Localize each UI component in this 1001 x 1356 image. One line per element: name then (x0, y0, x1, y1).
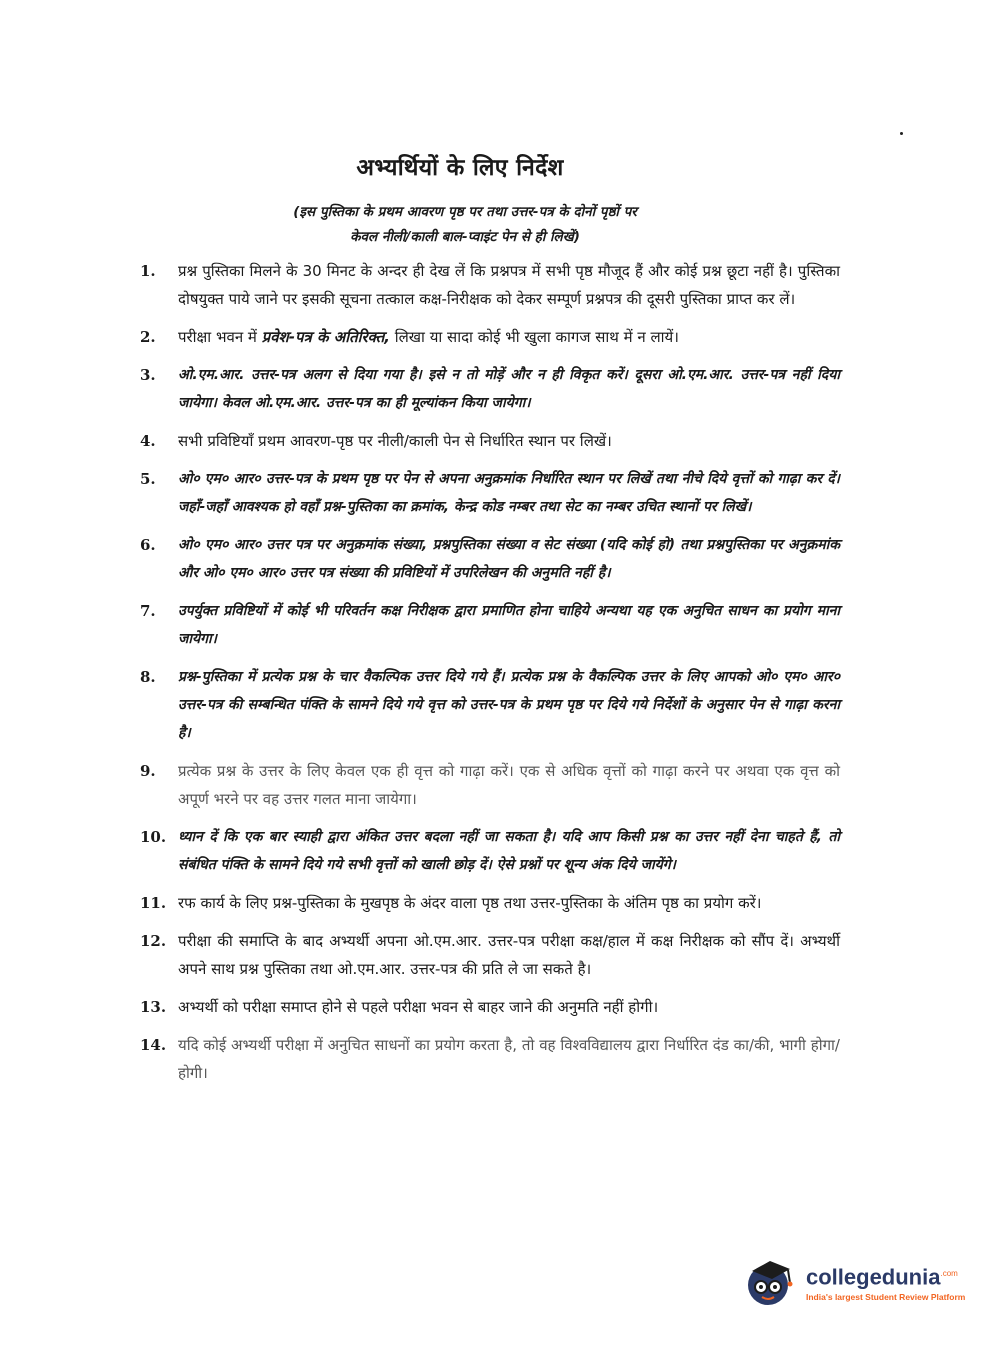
instruction-text: ओ.एम.आर. उत्तर-पत्र अलग से दिया गया है। इसे न तो मोड़ें और न ही विकृत करें। दूसरा ओ.एम.आर. उत्तर-पत्र नहीं दिया जायेगा। केवल ओ.एम.आर. उत्तर-पत्र का ही मूल्यांकन किया जायेगा। (178, 367, 840, 411)
instruction-text: ओ० एम० आर० उत्तर पत्र पर अनुक्रमांक संख्या, प्रश्नपुस्तिका संख्या व सेट संख्या (यदि कोई हो) तथा प्रश्नपुस्तिका पर अनुक्रमांक और ओ० एम० आर० उत्तर पत्र संख्या की प्रविष्टियों में उपरिलेखन की अनुमति नहीं है। (178, 537, 840, 581)
logo-name (806, 1262, 965, 1289)
instruction-number: 8. (140, 668, 156, 686)
instruction-number: 13. (140, 998, 167, 1016)
instruction-item-14 (140, 1031, 840, 1087)
instruction-number: 7. (140, 602, 156, 620)
instruction-text-emphasis: प्रवेश-पत्र के अतिरिक्त, (261, 328, 390, 346)
instruction-number: 14. (140, 1036, 167, 1054)
instruction-number: 1. (140, 262, 156, 280)
instruction-number: 10. (140, 828, 167, 846)
instruction-number: 12. (140, 932, 167, 950)
instruction-text: प्रश्न-पुस्तिका में प्रत्येक प्रश्न के चार वैकल्पिक उत्तर दिये गये हैं। प्रत्येक प्रश्न के वैकल्पिक उत्तर के लिए आपको ओ० एम० आर० उत्तर-पत्र की सम्बन्धित पंक्ति के सामने दिये गये वृत्त को उत्तर-पत्र के प्रथम पृष्ठ पर दिये गये निर्देशों के अनुसार पेन से गाढ़ा करना है। (178, 669, 840, 741)
instruction-text: ओ० एम० आर० उत्तर-पत्र के प्रथम पृष्ठ पर पेन से अपना अनुक्रमांक निर्धारित स्थान पर लिखें तथा नीचे दिये वृत्तों को गाढ़ा कर दें। जहाँ-जहाँ आवश्यक हो वहाँ प्रश्न-पुस्तिका का क्रमांक, केन्द्र कोड नम्बर तथा सेट का नम्बर उचित स्थानों पर लिखें। (178, 471, 840, 515)
instruction-item-12 (140, 927, 840, 983)
instruction-number: 3. (140, 366, 156, 384)
instruction-item-11 (140, 889, 840, 917)
instruction-text: उपर्युक्त प्रविष्टियों में कोई भी परिवर्तन कक्ष निरीक्षक द्वारा प्रमाणित होना चाहिये अन्यथा यह एक अनुचित साधन का प्रयोग माना जायेगा। (178, 603, 840, 647)
instruction-item-1 (140, 257, 840, 313)
instruction-item-7 (140, 597, 840, 653)
instruction-item-8 (140, 663, 840, 747)
instruction-text: अभ्यर्थी को परीक्षा समाप्त होने से पहले परीक्षा भवन से बाहर जाने की अनुमति नहीं होगी। (178, 998, 659, 1016)
page-subtitle (150, 200, 780, 250)
mascot-icon (742, 1253, 800, 1311)
instruction-text: यदि कोई अभ्यर्थी परीक्षा में अनुचित साधनों का प्रयोग करता है, तो वह विश्वविद्यालय द्वारा निर्धारित दंड का/की, भागी होगा/होगी। (178, 1036, 840, 1082)
subtitle-line-1: (इस पुस्तिका के प्रथम आवरण पृष्ठ पर तथा उत्तर-पत्र के दोनों पृष्ठों पर (293, 204, 637, 220)
instruction-number: 11. (140, 894, 167, 912)
instruction-text (178, 323, 840, 351)
instruction-text: परीक्षा की समाप्ति के बाद अभ्यर्थी अपना ओ.एम.आर. उत्तर-पत्र परीक्षा कक्ष/हाल में कक्ष निरीक्षक को सौंप दें। अभ्यर्थी अपने साथ प्रश्न पुस्तिका तथा ओ.एम.आर. उत्तर-पत्र की प्रति ले जा सकते है। (178, 932, 840, 978)
collegedunia-watermark (742, 1247, 972, 1317)
logo-tagline: India's largest Student Review Platform (806, 1292, 966, 1303)
instruction-item-2 (140, 323, 840, 351)
page-title: अभ्यर्थियों के लिए निर्देश (356, 155, 564, 181)
instruction-item-6 (140, 531, 840, 587)
instruction-number: 6. (140, 536, 156, 554)
instruction-number: 9. (140, 762, 156, 780)
instruction-item-9 (140, 757, 840, 813)
instruction-item-5 (140, 465, 840, 521)
instruction-number: 4. (140, 432, 156, 450)
instruction-number: 2. (140, 328, 156, 346)
instruction-text-after: लिखा या सादा कोई भी खुला कागज साथ में न लायें। (389, 328, 679, 346)
instruction-item-10 (140, 823, 840, 879)
logo-name-text: collegedunia (806, 1264, 941, 1290)
logo-text (806, 1262, 965, 1302)
instruction-item-13 (140, 993, 840, 1021)
instruction-text: प्रत्येक प्रश्न के उत्तर के लिए केवल एक ही वृत्त को गाढ़ा करें। एक से अधिक वृत्तों को गाढ़ा करने पर अथवा एक वृत्त को अपूर्ण भरने पर वह उत्तर गलत माना जायेगा। (178, 762, 840, 808)
instruction-text: ध्यान दें कि एक बार स्याही द्वारा अंकित उत्तर बदला नहीं जा सकता है। यदि आप किसी प्रश्न का उत्तर नहीं देना चाहते हैं, तो संबंधित पंक्ति के सामने दिये गये सभी वृत्तों को खाली छोड़ दें। ऐसे प्रश्नों पर शून्य अंक दिये जायेंगे। (178, 829, 840, 873)
subtitle-line-2: केवल नीली/काली बाल-प्वाइंट पेन से ही लिखें) (350, 229, 580, 245)
instruction-text: प्रश्न पुस्तिका मिलने के 30 मिनट के अन्दर ही देख लें कि प्रश्नपत्र में सभी पृष्ठ मौजूद हैं और कोई प्रश्न छूटा नहीं है। पुस्तिका दोषयुक्त पाये जाने पर इसकी सूचना तत्काल कक्ष-निरीक्षक को देकर सम्पूर्ण प्रश्नपत्र की दूसरी पुस्तिका प्राप्त कर लें। (178, 262, 840, 308)
instruction-item-3 (140, 361, 840, 417)
instruction-item-4 (140, 427, 840, 455)
logo-dotcom: .com (940, 1268, 958, 1278)
instruction-text: सभी प्रविष्टियाँ प्रथम आवरण-पृष्ठ पर नीली/काली पेन से निर्धारित स्थान पर लिखें। (178, 432, 612, 450)
instruction-number: 5. (140, 470, 156, 488)
stray-dot (900, 132, 903, 135)
instruction-text-before: परीक्षा भवन में (178, 328, 262, 346)
instruction-list (140, 257, 840, 1097)
instruction-text: रफ कार्य के लिए प्रश्न-पुस्तिका के मुखपृष्ठ के अंदर वाला पृष्ठ तथा उत्तर-पुस्तिका के अंतिम पृष्ठ का प्रयोग करें। (178, 894, 762, 912)
